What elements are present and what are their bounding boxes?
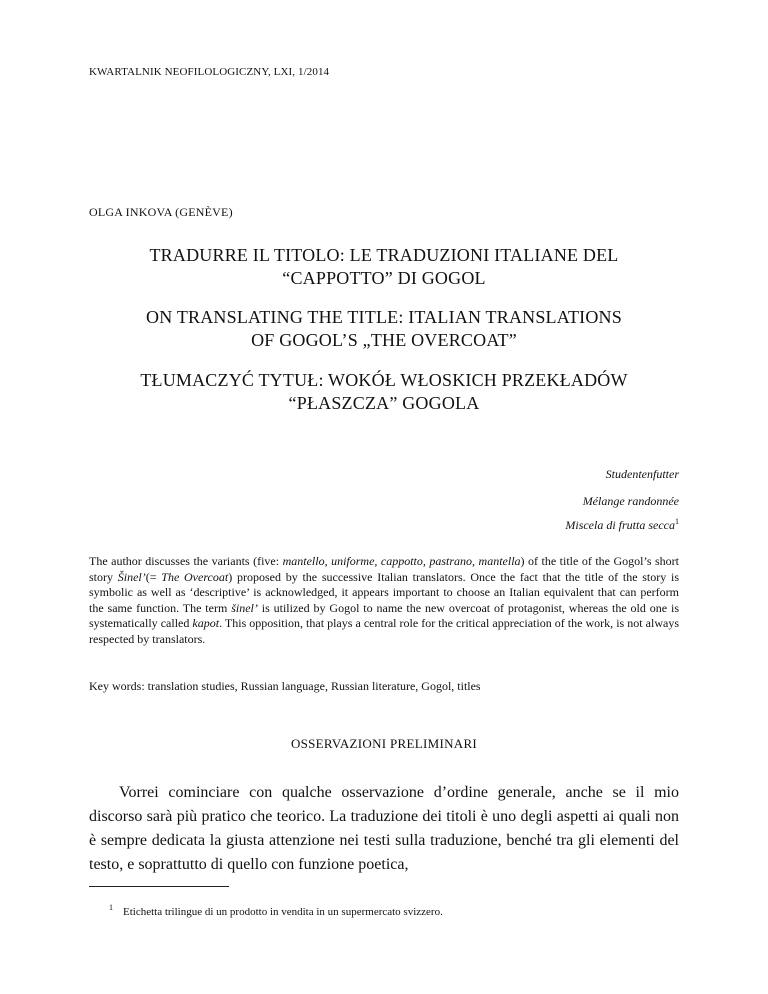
section-heading: OSSERVAZIONI PRELIMINARI: [290, 736, 478, 751]
abstract-text-3: (=: [145, 569, 162, 584]
epigraph-italian: [565, 518, 679, 533]
title-polish: [89, 369, 679, 415]
journal-header: KWARTALNIK NEOFILOLOGICZNY, LXI, 1/2014: [89, 66, 330, 78]
title-italian-line-2: “CAPPOTTO” DI GOGOL: [282, 268, 486, 288]
body-paragraph: Vorrei cominciare con qualche osservazione d’ordine generale, anche se il mio discorso sarà più pratico che teorico. La traduzione dei titoli è uno degli aspetti ai quali non è sempre dedicata la giusta attenzione nei testi sulla traduzione, benché tra gli elementi del testo, e soprattutto di quello con funzione poetica,: [89, 784, 679, 873]
abstract-overcoat: The Overcoat: [161, 569, 229, 584]
footnote: [109, 903, 443, 918]
epigraph-french: Mélange randonnée: [582, 494, 679, 508]
footnote-number: 1: [109, 903, 113, 913]
author-name: OLGA INKOVA (GENÈVE): [89, 205, 233, 219]
abstract: [89, 554, 679, 648]
footnote-reference[interactable]: 1: [675, 517, 679, 526]
abstract-sinel: Šinel’: [117, 569, 146, 584]
footnote-text: Etichetta trilingue di un prodotto in vendita in un supermercato svizzero.: [123, 906, 443, 918]
title-italian-line-1: TRADURRE IL TITOLO: LE TRADUZIONI ITALIANE DEL: [149, 245, 619, 265]
abstract-text-5: is utilized by Gogol to name the new overcoat of protagonist, whereas the old one is systematically called: [89, 600, 679, 631]
keywords: Key words: translation studies, Russian language, Russian literature, Gogol, titles: [89, 679, 481, 693]
abstract-text-1: The author discusses the variants (five:: [89, 554, 283, 568]
abstract-text-6: . This opposition, that plays a central role for the critical appreciation of the work, is not always respected by translators.: [89, 616, 679, 646]
abstract-sinel-term: šinel’: [231, 600, 258, 615]
abstract-text-4: ) proposed by the successive Italian translators. Once the fact that the title of the story is symbolic as well as ‘descriptive’ is acknowledged, it appears important to choose an Italian equivalent that can perform the same function. The term: [89, 569, 680, 615]
abstract-text-2: ) of the title of the Gogol’s short story: [89, 554, 679, 584]
title-italian: [89, 244, 679, 290]
title-polish-line-1: TŁUMACZYĆ TYTUŁ: WOKÓŁ WŁOSKICH PRZEKŁADÓW: [140, 370, 628, 390]
abstract-variants: mantello, uniforme, cappotto, pastrano, mantella: [282, 554, 521, 568]
epigraph-german: Studentenfutter: [605, 467, 679, 481]
abstract-paragraph: [89, 554, 679, 648]
title-polish-line-2: “PŁASZCZA” GOGOLA: [288, 393, 480, 413]
abstract-kapot: kapot: [192, 616, 220, 631]
title-english: [89, 306, 679, 352]
title-english-line-1: ON TRANSLATING THE TITLE: ITALIAN TRANSLATIONS: [146, 307, 622, 327]
title-english-line-2: OF GOGOL’S „THE OVERCOAT”: [251, 330, 517, 350]
footnote-divider: [89, 886, 229, 887]
epigraph-italian-text: Miscela di frutta secca: [565, 518, 675, 532]
